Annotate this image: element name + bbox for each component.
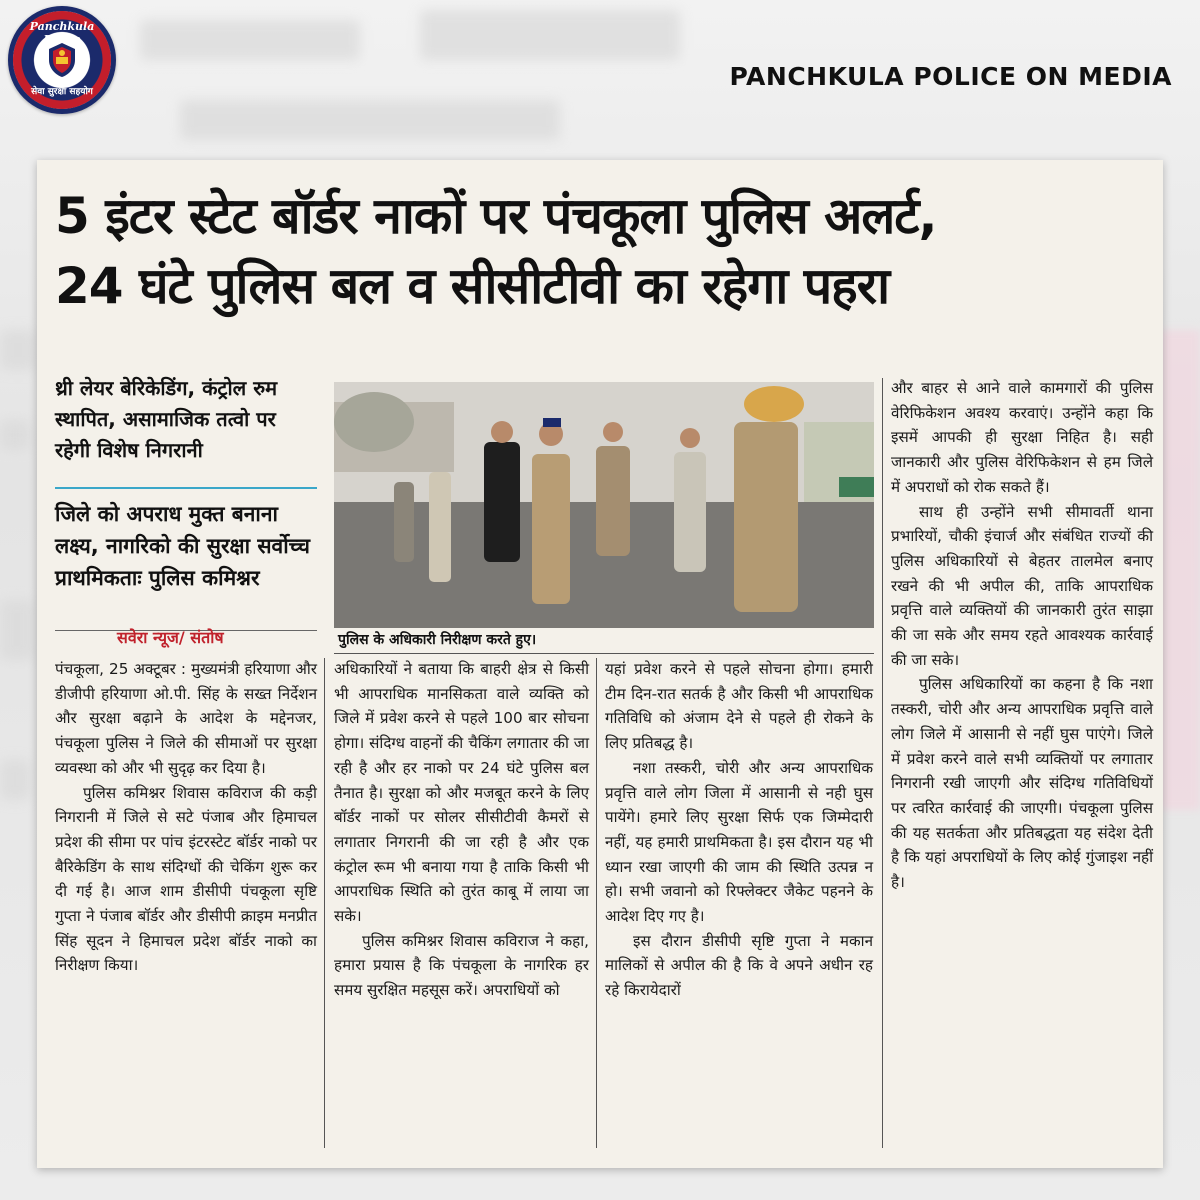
background-blur <box>0 760 30 800</box>
column-divider <box>324 658 325 1148</box>
background-blur <box>420 10 680 60</box>
caption-rule <box>334 653 874 654</box>
article-column-4 <box>891 376 1153 895</box>
police-logo <box>8 6 116 114</box>
subhead-divider <box>55 487 317 489</box>
paragraph: पुलिस कमिश्नर शिवास कविराज की कड़ी निगरानी में जिले से सटे पंजाब और हिमाचल प्रदेश की सीमा पर पांच इंटरस्टेट बॉर्डर नाको पर बैरिकेडिंग के साथ संदिग्धों की चेकिंग शुरू कर दी गई है। आज शाम डीसीपी पंचकूला सृष्टि गुप्ता ने पंजाब बॉर्डर और डीसीपी क्राइम मनप्रीत सिंह सूदन ने हिमाचल प्रदेश बॉर्डर नाको का निरीक्षण किया। <box>55 783 317 975</box>
background-blur <box>1160 330 1200 810</box>
headline-line-2: 24 घंटे पुलिस बल व सीसीटीवी का रहेगा पहरा <box>55 257 890 315</box>
byline: सवेरा न्यूज/ संतोष <box>117 628 224 647</box>
newspaper-clipping <box>37 160 1163 1168</box>
paragraph: पुलिस कमिश्नर शिवास कविराज ने कहा, हमारा प्रयास है कि पंचकूला के नागरिक हर समय सुरक्षित महसूस करें। अपराधियों को <box>334 931 589 1000</box>
paragraph: नशा तस्करी, चोरी और अन्य आपराधिक प्रवृत्ति वाले लोग जिला में आसानी से नही घुस पायेंगे। हमारे लिए सुरक्षा सिर्फ एक जिम्मेदारी नहीं, यह हमारी प्राथमिकता है। इस दौरान यह भी ध्यान रखा जाएगी की जाम की स्थिति उत्पन्न न हो। सभी जवानो को रिफ्लेक्टर जैकेट पहनने के आदेश दिए गए है। <box>605 758 873 926</box>
paragraph: इस दौरान डीसीपी सृष्टि गुप्ता ने मकान मालिकों से अपील की है कि वे अपने अधीन रह रहे किरायेदारों <box>605 931 873 1000</box>
paragraph: पुलिस अधिकारियों का कहना है कि नशा तस्करी, चोरी और अन्य आपराधिक प्रवृत्ति वाले लोग जिले में आसानी से नहीं घुस पाएंगे। जिले में प्रवेश करने वाले सभी व्यक्तियों पर लगातार निगरानी रखी जाएगी और संदिग्ध गतिविधियों पर त्वरित कार्रवाई की जाएगी। पंचकूला पुलिस की यह सतर्कता और प्रतिबद्धता यह संदेश देती है कि यहां अपराधियों के लिए कोई गुंजाइश नहीं है। <box>891 675 1153 892</box>
page-title: PANCHKULA POLICE ON MEDIA <box>729 62 1172 91</box>
logo-top-text: Panchkula Police <box>29 20 95 46</box>
logo-motto: सेवा सुरक्षा सहयोग <box>31 87 93 97</box>
headline-line-1: 5 इंटर स्टेट बॉर्डर नाकों पर पंचकूला पुलिस अलर्ट, <box>55 187 937 245</box>
background-blur <box>180 100 560 140</box>
article-column-3 <box>605 657 873 1003</box>
background-blur <box>0 600 34 660</box>
column-divider <box>882 378 883 1148</box>
paragraph: यहां प्रवेश करने से पहले सोचना होगा। हमारी टीम दिन-रात सतर्क है और किसी भी आपराधिक गतिविधि को अंजाम देने से पहले ही रोकने के लिए प्रतिबद्ध है। <box>605 660 873 753</box>
article-column-2 <box>334 657 589 1003</box>
subheadline-2: जिले को अपराध मुक्त बनाना लक्ष्य, नागरिको की सुरक्षा सर्वोच्च प्राथमिकताः पुलिस कमिश्नर <box>55 502 310 590</box>
news-photo <box>334 382 874 628</box>
photo-caption: पुलिस के अधिकारी निरीक्षण करते हुए। <box>338 632 537 648</box>
column-divider <box>596 658 597 1148</box>
paragraph: पंचकूला, 25 अक्टूबर : मुख्यमंत्री हरियाणा और डीजीपी हरियाणा ओ.पी. सिंह के सख्त निर्देशन और सुरक्षा बढ़ाने के आदेश के मद्देनजर, पंचकूला पुलिस ने जिले की सीमाओं पर सुरक्षा व्यवस्था को और भी सुदृढ़ कर दिया है। <box>55 660 317 777</box>
article-column-1 <box>55 657 317 978</box>
background-blur <box>0 330 36 370</box>
paragraph: और बाहर से आने वाले कामगारों की पुलिस वेरिफिकेशन अवश्य करवाएं। उन्होंने कहा कि इसमें आपकी ही सुरक्षा निहित है। सही जानकारी और पुलिस वेरिफिकेशन से हम जिले में अपराधों को रोक सकते हैं। <box>891 379 1153 496</box>
background-blur <box>140 20 360 60</box>
paragraph: अधिकारियों ने बताया कि बाहरी क्षेत्र से किसी भी आपराधिक मानसिकता वाले व्यक्ति को जिले में प्रवेश करने से पहले 100 बार सोचना होगा। संदिग्ध वाहनों की चैकिंग लगातार की जा रही है और हर नाको पर 24 घंटे पुलिस बल तैनात है। सुरक्षा को और मजबूत करने के लिए बॉर्डर नाकों पर सोलर सीसीटीवी कैमरों से लगातार निगरानी की जा रही है और एक कंट्रोल रूम भी बनाया गया है ताकि किसी भी आपराधिक स्थिति को तुरंत काबू में लाया जा सके। <box>334 660 589 926</box>
subheadline-1: थ्री लेयर बेरिकेडिंग, कंट्रोल रुम स्थापित, असामाजिक तत्वो पर रहेगी विशेष निगरानी <box>55 376 278 462</box>
paragraph: साथ ही उन्होंने सभी सीमावर्ती थाना प्रभारियों, चौकी इंचार्ज और संबंधित राज्यों की पुलिस अधिकारियों से बेहतर तालमेल बनाए रखने की भी अपील की, ताकि आपराधिक प्रवृत्ति वाले व्यक्तियों की जानकारी तुरंत साझा की जा सके और समय रहते आवश्यक कार्रवाई की जा सके। <box>891 502 1153 669</box>
background-blur <box>0 420 30 450</box>
